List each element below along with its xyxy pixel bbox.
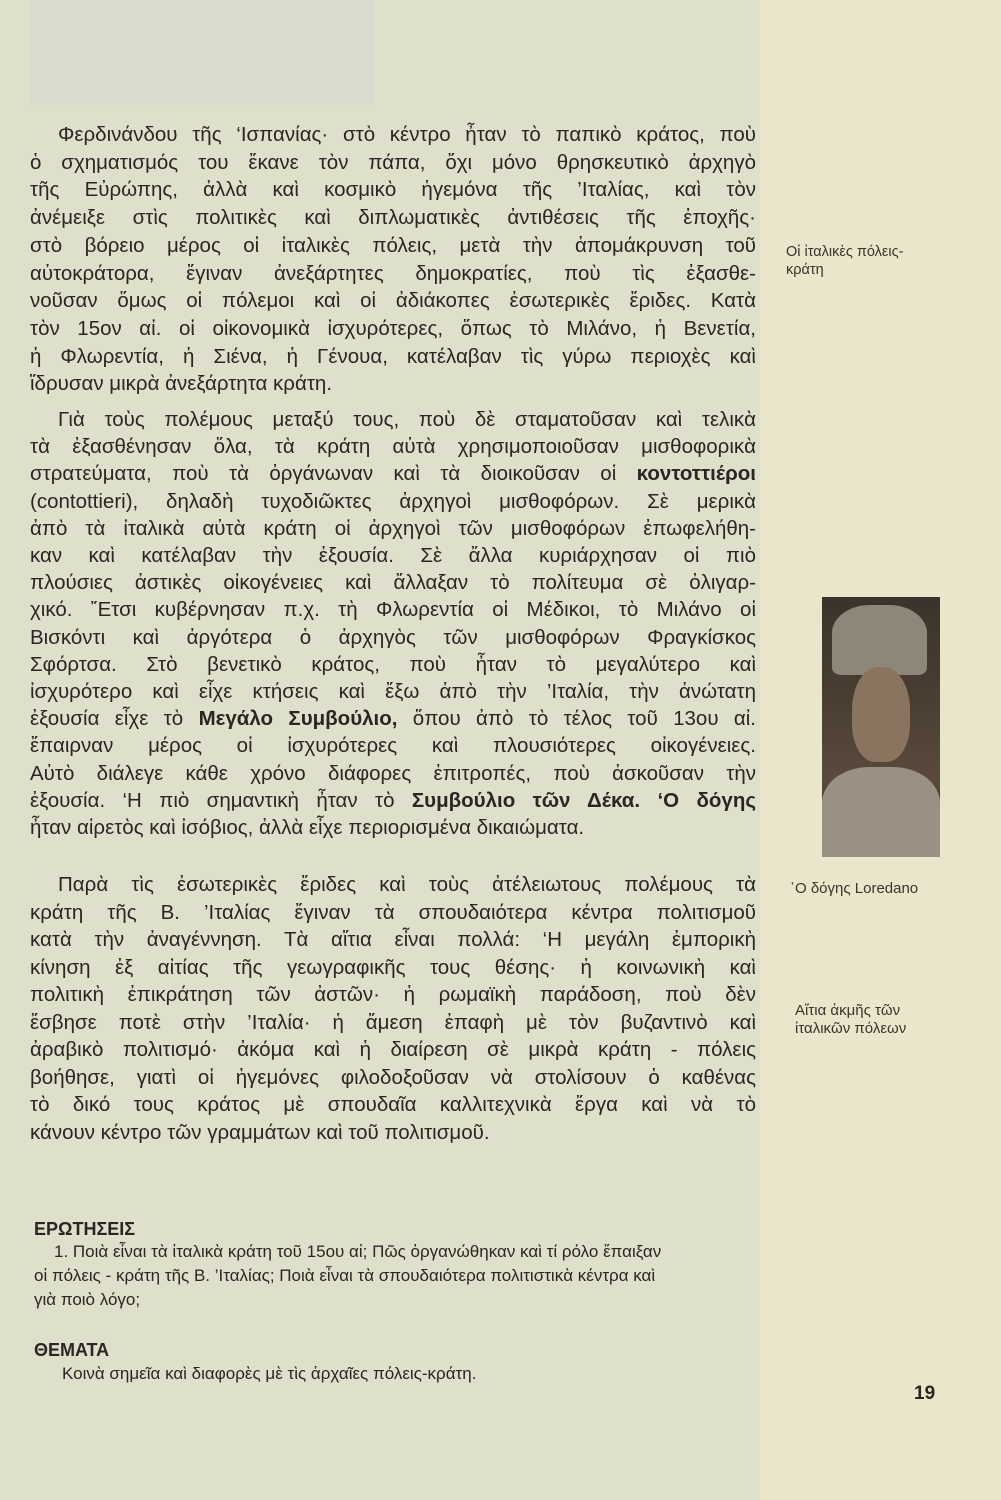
text-line: [30, 651, 756, 678]
text-segment: τὸν 15ον αἰ. οἱ οἰκονομικὰ ἰσχυρότερες, ὅπως τὸ Μιλάνο, ἡ Βενετία,: [30, 316, 756, 340]
text-segment: Αὐτὸ διάλεγε κάθε χρόνο διάφορες ἐπιτροπές, ποὺ ἀσκοῦσαν τὴν: [30, 761, 756, 785]
text-segment: αὐτοκράτορα, ἔγιναν ἀνεξάρτητες δημοκρατίες, ποὺ τὶς ἐξασθε-: [30, 261, 756, 285]
text-line: [30, 121, 756, 149]
text-line: [30, 1036, 756, 1064]
text-segment: ἵδρυσαν μικρὰ ἀνεξάρτητα κράτη.: [30, 372, 333, 396]
page-number: 19: [914, 1383, 936, 1404]
text-segment: κάνουν κέντρο τῶν γραμμάτων καὶ τοῦ πολιτισμοῦ.: [30, 1120, 490, 1144]
question-line: οἱ πόλεις - κράτη τῆς Β. ’Ιταλίας; Ποιὰ εἶναι τὰ σπουδαιότερα πολιτιστικὰ κέντρα καὶ: [34, 1266, 656, 1285]
text-line: [30, 705, 756, 732]
text-line: [30, 287, 756, 315]
text-segment: ἦταν αἱρετὸς καὶ ἰσόβιος, ἀλλὰ εἶχε περιορισμένα δικαιώματα.: [30, 816, 585, 840]
doge-loredano-portrait: [822, 597, 940, 857]
text-line: [30, 926, 756, 954]
portrait-robe: [822, 767, 940, 857]
portrait-face: [852, 667, 910, 762]
text-segment: στρατεύματα, ποὺ τὰ ὀργάνωναν καὶ τὰ διοικοῦσαν οἱ: [30, 462, 637, 486]
text-segment: κατὰ τὴν ἀναγέννηση. Τὰ αἴτια εἶναι πολλά: ‘Η μεγάλη ἐμπορικὴ: [30, 928, 756, 951]
text-segment: ἡ Φλωρεντία, ἡ Σιένα, ἡ Γένουα, κατέλαβαν τὶς γύρω περιοχὲς καὶ: [30, 344, 756, 368]
question-line: 1. Ποιὰ εἶναι τὰ ἰταλικὰ κράτη τοῦ 15ου αἰ; Πῶς ὀργανώθηκαν καὶ τί ρόλο ἔπαιξαν: [54, 1242, 662, 1261]
text-segment: Βισκόντι καὶ ἀργότερα ὁ ἀρχηγὸς τῶν μισθοφόρων Φραγκίσκος: [30, 625, 756, 649]
text-line: [30, 370, 756, 398]
text-segment: τῆς Εὐρώπης, ἀλλὰ καὶ κοσμικὸ ἡγεμόνα τῆς ’Ιταλίας, καὶ τὸν: [30, 178, 756, 202]
text-line: [30, 1119, 756, 1147]
paragraph-1: [30, 121, 756, 398]
text-segment: Φερδινάνδου τῆς ‘Ισπανίας· στὸ κέντρο ἦταν τὸ παπικὸ κράτος, ποὺ: [58, 123, 756, 146]
text-segment: ἰσχυρότερο καὶ εἶχε κτήσεις καὶ ἔξω ἀπὸ τὴν ’Ιταλία, τὴν ἀνώτατη: [30, 680, 756, 704]
text-line: [30, 149, 756, 177]
text-segment: κράτη τῆς Β. ’Ιταλίας ἔγιναν τὰ σπουδαιότερα κέντρα πολιτισμοῦ: [30, 900, 756, 924]
text-segment: στὸ βόρειο μέρος οἱ ἰταλικὲς πόλεις, μετὰ τὴν ἀπομάκρυνση τοῦ: [30, 233, 756, 257]
text-line: [30, 260, 756, 288]
text-segment: καν καὶ κατέλαβαν τὴν ἐξουσία. Σὲ ἄλλα κυριάρχησαν οἱ πιὸ: [30, 544, 756, 568]
bold-term: Συμβούλιο τῶν Δέκα.: [411, 788, 641, 812]
text-segment: Γιὰ τοὺς πολέμους μεταξύ τους, ποὺ δὲ σταματοῦσαν καὶ τελικὰ: [58, 408, 756, 431]
text-segment: ἀνέμειξε στὶς πολιτικὲς καὶ διπλωματικὲς ἀντιθέσεις τῆς ἐποχῆς·: [30, 206, 756, 230]
topics-text: Κοινὰ σημεῖα καὶ διαφορὲς μὲ τὶς ἀρχαῖες πόλεις-κράτη.: [62, 1364, 477, 1383]
text-segment: (contottieri), δηλαδὴ τυχοδιῶκτες ἀρχηγοὶ μισθοφόρων. Σὲ μερικὰ: [30, 489, 756, 513]
text-line: [30, 176, 756, 204]
text-line: [30, 460, 756, 487]
text-line: [30, 569, 756, 596]
text-line: [30, 760, 756, 787]
question-line: γιὰ ποιὸ λόγο;: [34, 1290, 141, 1309]
paragraph-3: [30, 871, 756, 1146]
text-segment: τὸ δικό τους κράτος μὲ σπουδαῖα καλλιτεχνικὰ ἔργα καὶ νὰ τὸ: [30, 1093, 756, 1116]
text-line: [30, 678, 756, 705]
bold-term: κοντοττιέροι: [636, 462, 756, 486]
text-segment: ἀραβικὸ πολιτισμό· ἀκόμα καὶ ἡ διαίρεση σὲ μικρὰ κράτη - πόλεις: [30, 1038, 756, 1061]
text-segment: ἐξουσία εἶχε τὸ: [30, 707, 199, 731]
text-segment: νοῦσαν ὅμως οἱ πόλεμοι καὶ οἱ ἀδιάκοπες ἐσωτερικὲς ἔριδες. Κατὰ: [30, 289, 756, 313]
text-segment: Σφόρτσα. Στὸ βενετικὸ κράτος, ποὺ ἦταν τὸ μεγαλύτερο καὶ: [30, 652, 756, 676]
text-segment: κίνηση ἐξ αἰτίας τῆς γεωγραφικῆς τους θέσης· ἡ κοινωνικὴ καὶ: [30, 955, 756, 979]
portrait-hat: [832, 605, 927, 675]
margin-note-causes: Αἴτια ἀκμῆς τῶν ἰταλικῶν πόλεων: [795, 1002, 907, 1037]
text-line: [30, 542, 756, 569]
text-line: [30, 814, 756, 841]
bold-term: Μεγάλο Συμβούλιο,: [198, 707, 398, 731]
text-line: [30, 787, 756, 814]
text-line: [30, 899, 756, 927]
text-line: [30, 488, 756, 515]
topics-heading: ΘΕΜΑΤΑ: [34, 1340, 110, 1360]
faded-image-top: [30, 0, 375, 105]
text-segment: ἐξουσία. ‘Η πιὸ σημαντικὴ ἦταν τὸ: [30, 788, 412, 812]
text-line: [30, 1064, 756, 1092]
text-line: [30, 1091, 756, 1119]
text-line: [30, 232, 756, 260]
text-segment: ἀπὸ τὰ ἰταλικὰ αὐτὰ κράτη οἱ ἀρχηγοὶ τῶν μισθοφόρων ἐπωφελήθη-: [30, 516, 756, 540]
bold-term: ‘Ο δόγης: [657, 788, 757, 812]
text-line: [30, 624, 756, 651]
text-segment: τὰ ἐξασθένησαν ὅλα, τὰ κράτη αὐτὰ χρησιμοποιοῦσαν μισθοφορικὰ: [30, 435, 756, 459]
text-line: [30, 204, 756, 232]
margin-note-city-states: Οἱ ἰταλικὲς πόλεις-κράτη: [786, 244, 904, 278]
text-segment: χικό. ῎Ετσι κυβέρνησαν π.χ. τὴ Φλωρεντία οἱ Μέδικοι, τὸ Μιλάνο οἱ: [30, 598, 756, 622]
text-line: [30, 343, 756, 371]
paragraph-2: [30, 406, 756, 841]
text-segment: ἔσβησε ποτὲ στὴν ’Ιταλία· ἡ ἄμεση ἐπαφὴ μὲ τὸν βυζαντινὸ καὶ: [30, 1010, 756, 1034]
text-line: [30, 315, 756, 343]
text-segment: βοήθησε, γιατὶ οἱ ἡγεμόνες φιλοδοξοῦσαν νὰ στολίσουν ὁ καθένας: [30, 1065, 756, 1089]
text-line: [30, 981, 756, 1009]
text-segment: [640, 789, 657, 812]
text-segment: ὅπου ἀπὸ τὸ τέλος τοῦ 13ου αἰ.: [397, 707, 756, 731]
text-line: [30, 433, 756, 460]
text-line: [30, 871, 756, 899]
text-segment: Παρὰ τὶς ἐσωτερικὲς ἔριδες καὶ τοὺς ἀτέλειωτους πολέμους τὰ: [58, 873, 756, 896]
text-segment: ὁ σχηματισμός του ἔκανε τὸν πάπα, ὄχι μόνο θρησκευτικὸ ἀρχηγὸ: [30, 150, 756, 174]
text-line: [30, 732, 756, 759]
text-line: [30, 406, 756, 433]
text-line: [30, 1009, 756, 1037]
portrait-caption: ῾Ο δόγης Loredano: [790, 880, 919, 897]
text-line: [30, 515, 756, 542]
text-line: [30, 596, 756, 623]
text-segment: πλούσιες ἀστικὲς οἰκογένειες καὶ ἄλλαξαν τὸ πολίτευμα σὲ ὀλιγαρ-: [30, 571, 756, 595]
questions-text: [34, 1240, 764, 1312]
text-segment: πολιτικὴ ἐπικράτηση τῶν ἀστῶν· ἡ ρωμαϊκὴ παράδοση, ποὺ δὲν: [30, 983, 756, 1006]
text-segment: ἔπαιρναν μέρος οἱ ἰσχυρότερες καὶ πλουσιότερες οἰκογένειες.: [30, 734, 756, 758]
questions-heading: ΕΡΩΤΗΣΕΙΣ: [34, 1219, 136, 1239]
text-line: [30, 954, 756, 982]
